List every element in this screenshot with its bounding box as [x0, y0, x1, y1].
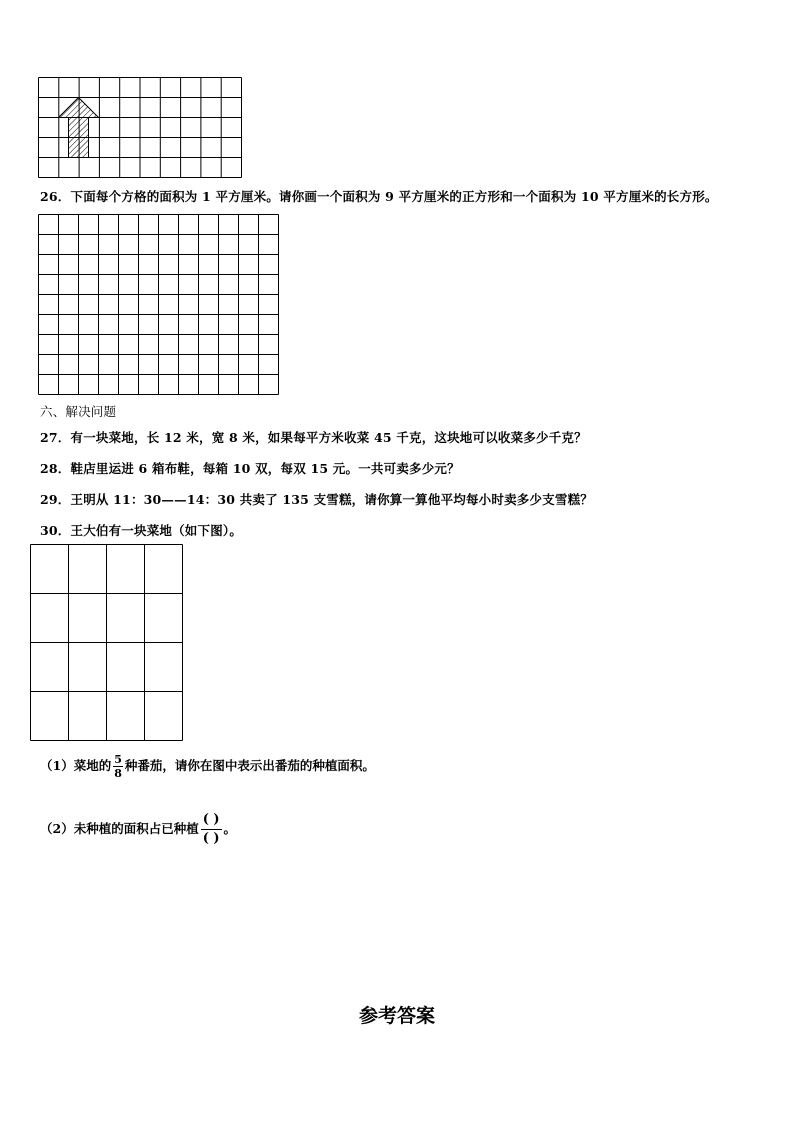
- hatched-arrow-shape: [59, 98, 99, 158]
- answers-title: 参考答案: [358, 1005, 435, 1027]
- part1-prefix: （1）菜地的: [40, 758, 112, 773]
- part2-suffix: 。: [223, 821, 237, 836]
- fraction-numerator: 5: [114, 753, 122, 766]
- fraction-denominator: 8: [114, 767, 122, 780]
- section-heading-6: 六、解决问题: [40, 404, 117, 419]
- garden-grid[interactable]: [30, 544, 183, 745]
- arrow-grid-figure: [38, 77, 241, 177]
- part2-prefix: （2）未种植的面积占已种植: [40, 821, 199, 836]
- drawing-grid-svg: [38, 214, 280, 395]
- question-27: 27．有一块菜地，长 12 米，宽 8 米，如果每平方米收菜 45 千克，这块地可以收菜多少千克？: [40, 430, 587, 445]
- question-28: 28．鞋店里运进 6 箱布鞋，每箱 10 双，每双 15 元。一共可卖多少元？: [40, 461, 460, 476]
- question-30-part2: [40, 811, 236, 848]
- question-30-part1: [40, 753, 375, 780]
- arrow-grid-svg: [38, 77, 242, 178]
- blank-denominator[interactable]: ( ): [202, 831, 220, 846]
- fraction-5-8: [113, 753, 123, 780]
- blank-numerator[interactable]: ( ): [201, 811, 222, 830]
- question-30: 30．王大伯有一块菜地（如下图）。: [40, 523, 243, 538]
- garden-grid-svg: [30, 544, 183, 741]
- part1-suffix: 种番茄，请你在图中表示出番茄的种植面积。: [124, 758, 375, 773]
- blank-fraction[interactable]: [201, 811, 222, 848]
- question-26: 26．下面每个方格的面积为 1 平方厘米。请你画一个面积为 9 平方厘米的正方形和一个面积为 10 平方厘米的长方形。: [40, 189, 718, 204]
- question-29: 29．王明从 11：30——14：30 共卖了 135 支雪糕，请你算一算他平均每小时卖多少支雪糕？: [40, 492, 593, 507]
- drawing-grid-q26[interactable]: [38, 214, 280, 399]
